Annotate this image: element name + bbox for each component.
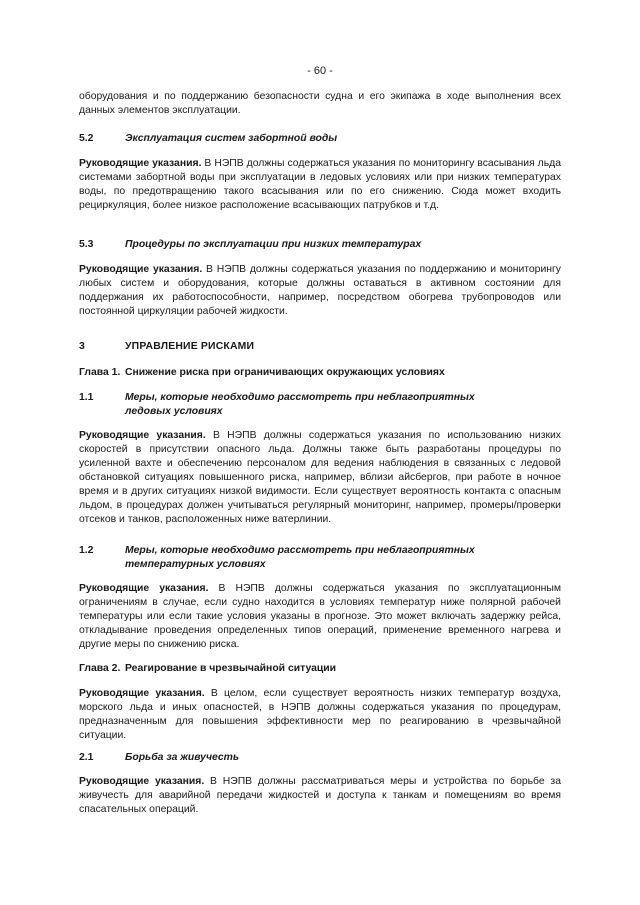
section-title: Эксплуатация систем забортной воды	[125, 133, 338, 144]
intro-paragraph	[79, 90, 561, 118]
lead-label: Руководящие указания.	[79, 776, 205, 787]
chapter-title: Реагирование в чрезвычайной ситуации	[125, 663, 337, 674]
paragraph	[79, 775, 561, 817]
section-1-2-body	[79, 582, 561, 652]
section-5-2-body	[79, 157, 561, 213]
section-1-2-heading	[79, 544, 561, 572]
section-number: 5.3	[79, 239, 94, 250]
section-number: 5.2	[79, 133, 94, 144]
paragraph	[79, 157, 561, 213]
section-2-1-heading	[79, 751, 561, 765]
page-number: - 60 -	[307, 65, 333, 77]
section-5-2-heading	[79, 132, 561, 146]
section-number: 1.2	[79, 545, 94, 556]
lead-label: Руководящие указания.	[79, 430, 206, 441]
chapter-title: Снижение риска при ограничивающих окружающих условиях	[125, 367, 445, 378]
chapter-number: Глава 1.	[79, 367, 121, 378]
part-number: 3	[79, 341, 85, 352]
lead-label: Руководящие указания.	[79, 583, 209, 594]
section-title-line-2: ледовых условиях	[125, 406, 223, 417]
paragraph-text: В НЭПВ должны содержаться указания по поддержанию и мониторингу любых систем и оборудования, которые должны оставаться в активном состоянии для поддержания их работоспособности, например, посредством обогрева трубопроводов или постоянной циркуляции рабочей жидкости.	[79, 264, 561, 317]
section-2-1-body	[79, 775, 561, 817]
chapter-1-heading	[79, 366, 561, 380]
section-number: 1.1	[79, 392, 94, 403]
chapter-2-body	[79, 687, 561, 743]
lead-label: Руководящие указания.	[79, 688, 205, 699]
lead-label: Руководящие указания.	[79, 264, 203, 275]
section-1-1-body	[79, 429, 561, 527]
section-title: Процедуры по эксплуатации при низких температурах	[125, 239, 422, 250]
intro-text: оборудования и по поддержанию безопасности судна и его экипажа в ходе выполнения всех данных элементов эксплуатации.	[79, 91, 561, 116]
paragraph	[79, 429, 561, 527]
section-5-3-body	[79, 263, 561, 319]
section-title: Борьба за живучесть	[125, 752, 240, 763]
paragraph-text: В НЭПВ должны содержаться указания по использованию низких скоростей в присутствии опасного льда. Должны также быть разработаны процедуры по усиленной вахте и обеспечению персоналом для ведения наблюдения в связанных с ледовой обстановкой ситуациях повышенного риска, например, вблизи айсбергов, при работе в ночное время и в других ситуациях низкой видимости. Если существует вероятность контакта с опасным льдом, в процедурах должен учитываться регулярный мониторинг, например, промеры/проверки отсеков и танков, расположенных ниже ватерлинии.	[79, 430, 561, 525]
part-3-heading	[79, 340, 561, 354]
paragraph-text: В целом, если существует вероятность низких температур воздуха, морского льда и иных опасностей, в НЭПВ должны содержаться указания по процедурам, предназначенным для повышения эффективности мер по реагированию в чрезвычайной ситуации.	[79, 688, 561, 741]
section-title-line-2: температурных условиях	[125, 559, 266, 570]
section-number: 2.1	[79, 752, 94, 763]
paragraph-text: В НЭПВ должны содержаться указания по мониторингу всасывания льда системами забортной воды при эксплуатации в ледовых условиях или при низких температурах воды, по предотвращению такого всасывания или по его снижению. Сюда может входить рециркуляция, более низкое расположение всасывающих патрубков и т.д.	[79, 158, 561, 211]
section-5-3-heading	[79, 238, 561, 252]
section-title-line-1: Меры, которые необходимо рассмотреть при неблагоприятных	[125, 392, 475, 403]
chapter-number: Глава 2.	[79, 663, 121, 674]
paragraph	[79, 582, 561, 652]
paragraph	[79, 687, 561, 743]
section-title-line-1: Меры, которые необходимо рассмотреть при неблагоприятных	[125, 545, 475, 556]
part-title: УПРАВЛЕНИЕ РИСКАМИ	[125, 341, 255, 352]
section-1-1-heading	[79, 391, 561, 419]
chapter-2-heading	[79, 662, 561, 676]
paragraph-text: В НЭПВ должны рассматриваться меры и устройства по борьбе за живучесть для аварийной передачи жидкостей и доступа к танкам и помещениям во время спасательных операций.	[79, 776, 561, 815]
lead-label: Руководящие указания.	[79, 158, 202, 169]
paragraph	[79, 263, 561, 319]
paragraph-text: В НЭПВ должны содержаться указания по эксплуатационным ограничениям в случае, если судно находится в условиях температур ниже полярной рабочей температуры или если такие условия указаны в прогнозе. Это может включать задержку рейса, откладывание проведения определенных типов операций, применение временного нагрева и другие меры по снижению риска.	[79, 583, 561, 650]
